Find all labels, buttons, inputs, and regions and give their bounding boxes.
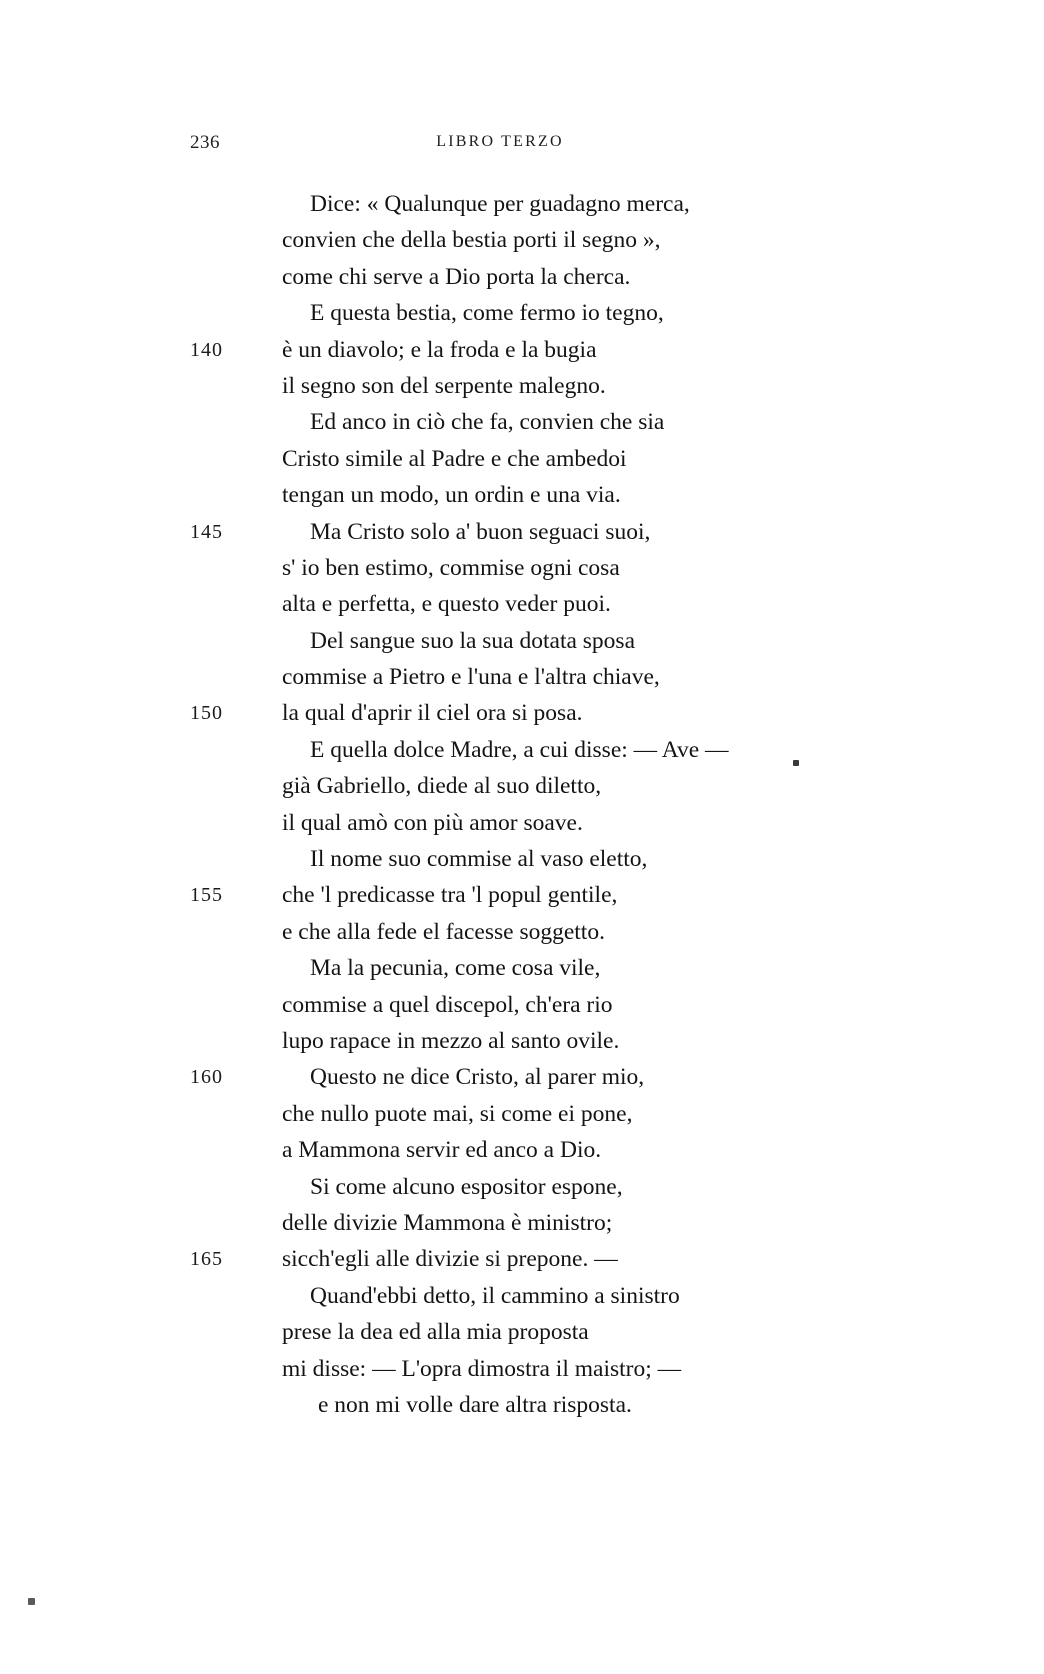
verse-line: [190, 1132, 890, 1168]
poem-body: [190, 186, 890, 1423]
verse-line-text: lupo rapace in mezzo al santo ovile.: [282, 1027, 620, 1054]
verse-line-number: 165: [190, 1248, 223, 1271]
verse-line: [190, 404, 890, 440]
verse-line-text: Ma la pecunia, come cosa vile,: [310, 955, 601, 982]
verse-line-text: che 'l predicasse tra 'l popul gentile,: [282, 882, 618, 909]
verse-line-text: commise a quel discepol, ch'era rio: [282, 991, 613, 1018]
verse-line: [190, 1096, 890, 1132]
verse-line: [190, 841, 890, 877]
verse-line: [190, 259, 890, 295]
verse-line: [190, 295, 890, 331]
verse-line: [190, 1059, 890, 1095]
verse-line-text: Del sangue suo la sua dotata sposa: [310, 627, 636, 654]
verse-line-text: Cristo simile al Padre e che ambedoi: [282, 445, 627, 472]
verse-line: [190, 914, 890, 950]
verse-line-number: 150: [190, 702, 223, 725]
verse-line-number: 160: [190, 1066, 223, 1089]
running-title: LIBRO TERZO: [436, 133, 564, 150]
verse-line-text: il segno son del serpente malegno.: [282, 372, 606, 399]
verse-line: [190, 550, 890, 586]
verse-line-text: alta e perfetta, e questo veder puoi.: [282, 591, 611, 618]
verse-line: [190, 695, 890, 731]
stray-ink-mark: [793, 760, 799, 766]
verse-line: [190, 1023, 890, 1059]
verse-line: [190, 1278, 890, 1314]
verse-line-text: e non mi volle dare altra risposta.: [318, 1391, 632, 1418]
verse-line: [190, 514, 890, 550]
verse-line: [190, 659, 890, 695]
verse-line-text: Ma Cristo solo a' buon seguaci suoi,: [310, 518, 651, 545]
verse-line-text: Si come alcuno espositor espone,: [310, 1173, 623, 1200]
verse-line-number: 140: [190, 338, 223, 361]
verse-line: [190, 477, 890, 513]
verse-line-text: s' io ben estimo, commise ogni cosa: [282, 554, 620, 581]
verse-line-text: e che alla fede el facesse soggetto.: [282, 918, 605, 945]
verse-line: [190, 1314, 890, 1350]
verse-line: [190, 1205, 890, 1241]
verse-line: [190, 441, 890, 477]
verse-line-text: Dice: « Qualunque per guadagno merca,: [310, 191, 690, 217]
verse-line: [190, 368, 890, 404]
verse-line-text: è un diavolo; e la froda e la bugia: [282, 336, 597, 363]
verse-line: [190, 768, 890, 804]
verse-line: [190, 1169, 890, 1205]
verse-line-text: già Gabriello, diede al suo diletto,: [282, 773, 602, 800]
verse-line-text: commise a Pietro e l'una e l'altra chiave,: [282, 664, 660, 691]
verse-line-text: delle divizie Mammona è ministro;: [282, 1209, 613, 1236]
verse-line: [190, 1351, 890, 1387]
verse-line: [190, 1387, 890, 1423]
verse-line-text: a Mammona servir ed anco a Dio.: [282, 1137, 602, 1164]
verse-line: [190, 186, 890, 222]
verse-line-text: tengan un modo, un ordin e una via.: [282, 482, 621, 509]
verse-line-number: 145: [190, 520, 223, 543]
verse-line-text: il qual amò con più amor soave.: [282, 809, 583, 836]
verse-line: [190, 332, 890, 368]
verse-line-text: prese la dea ed alla mia proposta: [282, 1319, 589, 1346]
corner-ink-mark: [28, 1598, 35, 1605]
verse-line-text: che nullo puote mai, si come ei pone,: [282, 1100, 633, 1127]
verse-line: [190, 1241, 890, 1277]
verse-line: [190, 623, 890, 659]
verse-line-text: Questo ne dice Cristo, al parer mio,: [310, 1064, 645, 1091]
verse-line-text: E quella dolce Madre, a cui disse: — Ave —: [310, 736, 729, 763]
verse-line: [190, 586, 890, 622]
verse-line-text: come chi serve a Dio porta la cherca.: [282, 263, 631, 290]
page-number: 236: [190, 132, 220, 153]
verse-line: [190, 805, 890, 841]
verse-line-text: Ed anco in ciò che fa, convien che sia: [310, 409, 665, 436]
verse-line: [190, 950, 890, 986]
verse-line-text: Quand'ebbi detto, il cammino a sinistro: [310, 1282, 680, 1309]
verse-line-text: convien che della bestia porti il segno »,: [282, 227, 661, 254]
verse-line-number: 155: [190, 884, 223, 907]
verse-line-text: la qual d'aprir il ciel ora si posa.: [282, 700, 583, 727]
verse-line-text: sicch'egli alle divizie si prepone. —: [282, 1246, 618, 1273]
verse-line-text: mi disse: — L'opra dimostra il maistro; —: [282, 1355, 682, 1382]
verse-line: [190, 987, 890, 1023]
verse-line-text: Il nome suo commise al vaso eletto,: [310, 846, 648, 873]
verse-line: [190, 732, 890, 768]
verse-line: [190, 222, 890, 258]
verse-line: [190, 877, 890, 913]
verse-line-text: E questa bestia, come fermo io tegno,: [310, 300, 664, 327]
page-header: [190, 132, 810, 156]
